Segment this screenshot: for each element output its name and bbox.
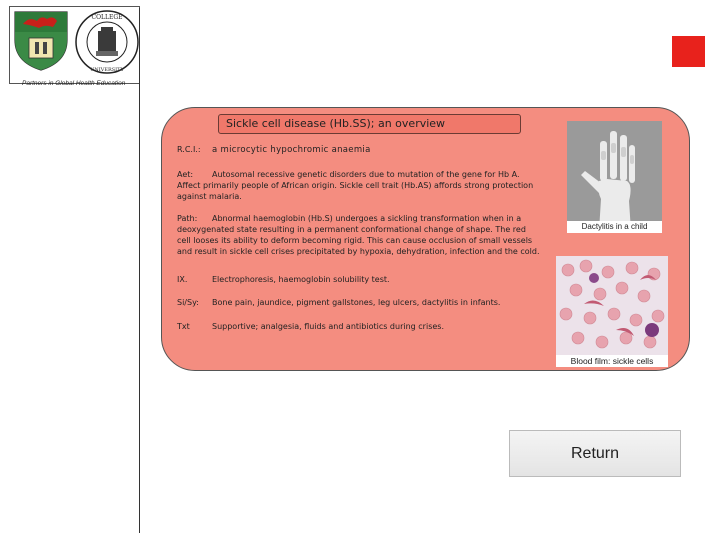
xray-caption: Dactylitis in a child [567,221,662,233]
text-aet-1: Autosomal recessive genetic disorders due to mutation of the gene for Hb A. [212,170,520,179]
text-path-1: Abnormal haemoglobin (Hb.S) undergoes a sickling transformation when in a [212,214,522,223]
xray-hand-image [567,121,662,231]
film-caption: Blood film: sickle cells [556,355,668,367]
label-ix: IX. [177,275,188,284]
text-aet-2: Affect primarily people of African origin. Sickle cell trait (Hb.AS) affords strong protection [177,181,534,190]
blood-cells-icon [556,256,668,366]
vertical-divider [139,8,140,533]
label-path: Path: [177,214,198,223]
svg-text:UNIVERSITY: UNIVERSITY [90,67,124,73]
text-aet-3: against malaria. [177,192,242,201]
text-rci: a microcytic hypochromic anaemia [212,145,371,155]
logo-box [9,6,140,87]
label-sisy: Si/Sy: [177,298,199,307]
svg-text:COLLEGE: COLLEGE [91,14,123,21]
text-path-4: and result in sickle cell crises precipitated by hypoxia, dehydration, infection and the cold. [177,247,540,256]
label-aet: Aet: [177,170,194,179]
panel-title: Sickle cell disease (Hb.SS); an overview [218,114,521,134]
text-path-3: cell looses its ability to deform becoming rigid. This can cause occlusion of small vessels [177,236,533,245]
red-square-marker [672,36,705,67]
partners-label: Partners in Global Health Education [22,80,126,87]
university-crest-icon [13,10,69,72]
college-seal-icon [74,9,140,75]
text-txt: Supportive; analgesia, fluids and antibiotics during crises. [212,322,444,331]
text-ix: Electrophoresis, haemoglobin solubility test. [212,275,390,284]
blood-film-image [556,256,668,366]
return-button[interactable]: Return [509,430,681,477]
text-sisy: Bone pain, jaundice, pigment gallstones, leg ulcers, dactylitis in infants. [212,298,501,307]
text-path-2: deoxygenated state resulting in a permanent conformational change of shape. The red [177,225,526,234]
hand-xray-icon [567,121,662,231]
label-rci: R.C.I.: [177,145,201,154]
label-txt: Txt [177,322,190,331]
